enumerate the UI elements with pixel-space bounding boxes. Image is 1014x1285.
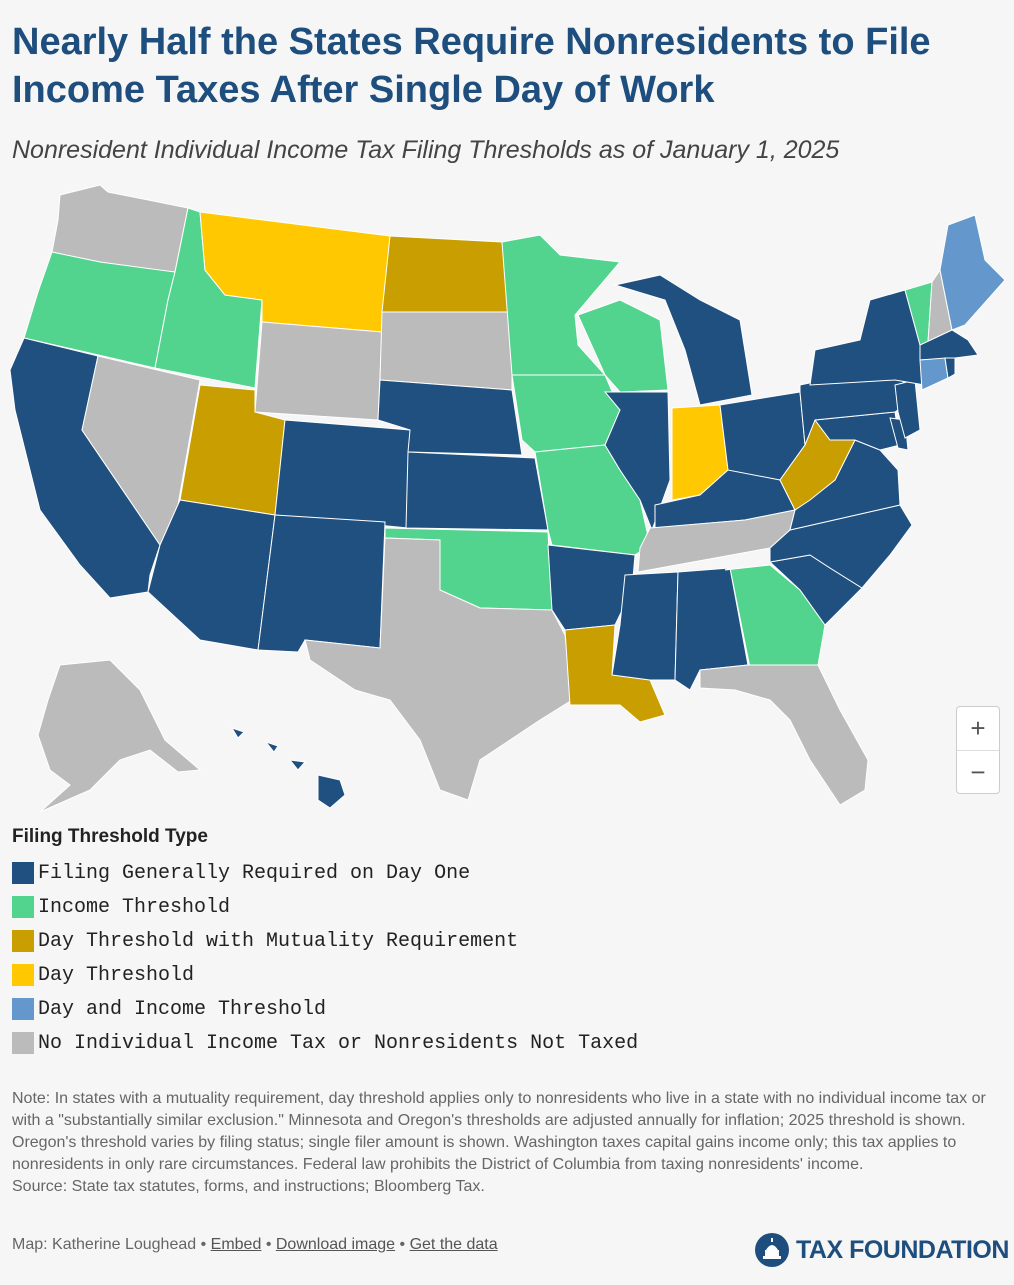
credit-text: Map: Katherine Loughead bbox=[12, 1236, 197, 1253]
zoom-in-button[interactable]: + bbox=[957, 707, 999, 750]
footer-separator: • bbox=[200, 1236, 207, 1253]
legend-swatch bbox=[12, 964, 34, 986]
tax-foundation-logo bbox=[754, 1232, 1009, 1268]
legend-label: Day Threshold with Mutuality Requirement bbox=[38, 929, 519, 953]
legend-item-day[interactable] bbox=[12, 958, 638, 992]
footer bbox=[12, 1236, 498, 1254]
legend-item-day-income[interactable] bbox=[12, 992, 638, 1026]
state-south-dakota[interactable] bbox=[380, 312, 512, 390]
capitol-dome-icon bbox=[754, 1232, 790, 1268]
map-title: Nearly Half the States Require Nonresidents to File Income Taxes After Single Day of Work bbox=[12, 21, 931, 111]
legend-swatch bbox=[12, 1032, 34, 1054]
note-text: Note: In states with a mutuality requirement, day threshold applies only to nonresidents who live in a state with no individual income tax or with a "substantially similar exclusion." Minnesota and Oregon's thresholds are adjusted annually for inflation; 2025 threshold is shown. Oregon's threshold varies by filing status; single filer amount is shown. Washington taxes capital gains income only; this tax applies to nonresidents in only rare circumstances. Federal law prohibits the District of Columbia from taxing nonresidents' income. bbox=[12, 1090, 986, 1173]
legend-item-income[interactable] bbox=[12, 890, 638, 924]
legend-title: Filing Threshold Type bbox=[12, 826, 208, 847]
legend bbox=[12, 856, 638, 1060]
state-florida[interactable] bbox=[700, 665, 868, 805]
legend-swatch bbox=[12, 896, 34, 918]
state-maine[interactable] bbox=[940, 215, 1005, 330]
legend-label: Day Threshold bbox=[38, 963, 195, 987]
state-connecticut[interactable] bbox=[920, 358, 948, 390]
legend-item-none[interactable] bbox=[12, 1026, 638, 1060]
zoom-out-button[interactable]: − bbox=[957, 751, 999, 794]
state-iowa[interactable] bbox=[512, 375, 620, 452]
state-wyoming[interactable] bbox=[255, 322, 382, 420]
state-new-mexico[interactable] bbox=[258, 515, 385, 652]
legend-item-day-one[interactable] bbox=[12, 856, 638, 890]
legend-swatch bbox=[12, 930, 34, 952]
download-image-link[interactable]: Download image bbox=[275, 1236, 396, 1253]
state-colorado[interactable] bbox=[275, 420, 410, 528]
source-text: Source: State tax statutes, forms, and instructions; Bloomberg Tax. bbox=[12, 1178, 485, 1195]
legend-swatch bbox=[12, 998, 34, 1020]
us-states-map[interactable] bbox=[0, 175, 1014, 815]
zoom-controls bbox=[956, 706, 1000, 794]
state-new-york[interactable] bbox=[810, 290, 925, 385]
get-data-link[interactable]: Get the data bbox=[409, 1236, 498, 1253]
legend-label: Day and Income Threshold bbox=[38, 997, 327, 1021]
state-north-dakota[interactable] bbox=[382, 236, 512, 312]
state-hawaii[interactable] bbox=[232, 728, 345, 808]
legend-item-mutuality[interactable] bbox=[12, 924, 638, 958]
brand-name: TAX FOUNDATION bbox=[796, 1235, 1009, 1264]
legend-label: Income Threshold bbox=[38, 895, 231, 919]
legend-label: No Individual Income Tax or Nonresidents Not Taxed bbox=[38, 1031, 639, 1055]
legend-swatch bbox=[12, 862, 34, 884]
legend-label: Filing Generally Required on Day One bbox=[38, 861, 471, 885]
footer-separator: • bbox=[265, 1236, 272, 1253]
state-alaska[interactable] bbox=[38, 660, 200, 812]
footer-separator: • bbox=[399, 1236, 406, 1253]
map-subtitle: Nonresident Individual Income Tax Filing Thresholds as of January 1, 2025 bbox=[12, 136, 840, 164]
note-block bbox=[12, 1088, 1002, 1198]
embed-link[interactable]: Embed bbox=[210, 1236, 262, 1253]
state-kansas[interactable] bbox=[406, 452, 548, 530]
